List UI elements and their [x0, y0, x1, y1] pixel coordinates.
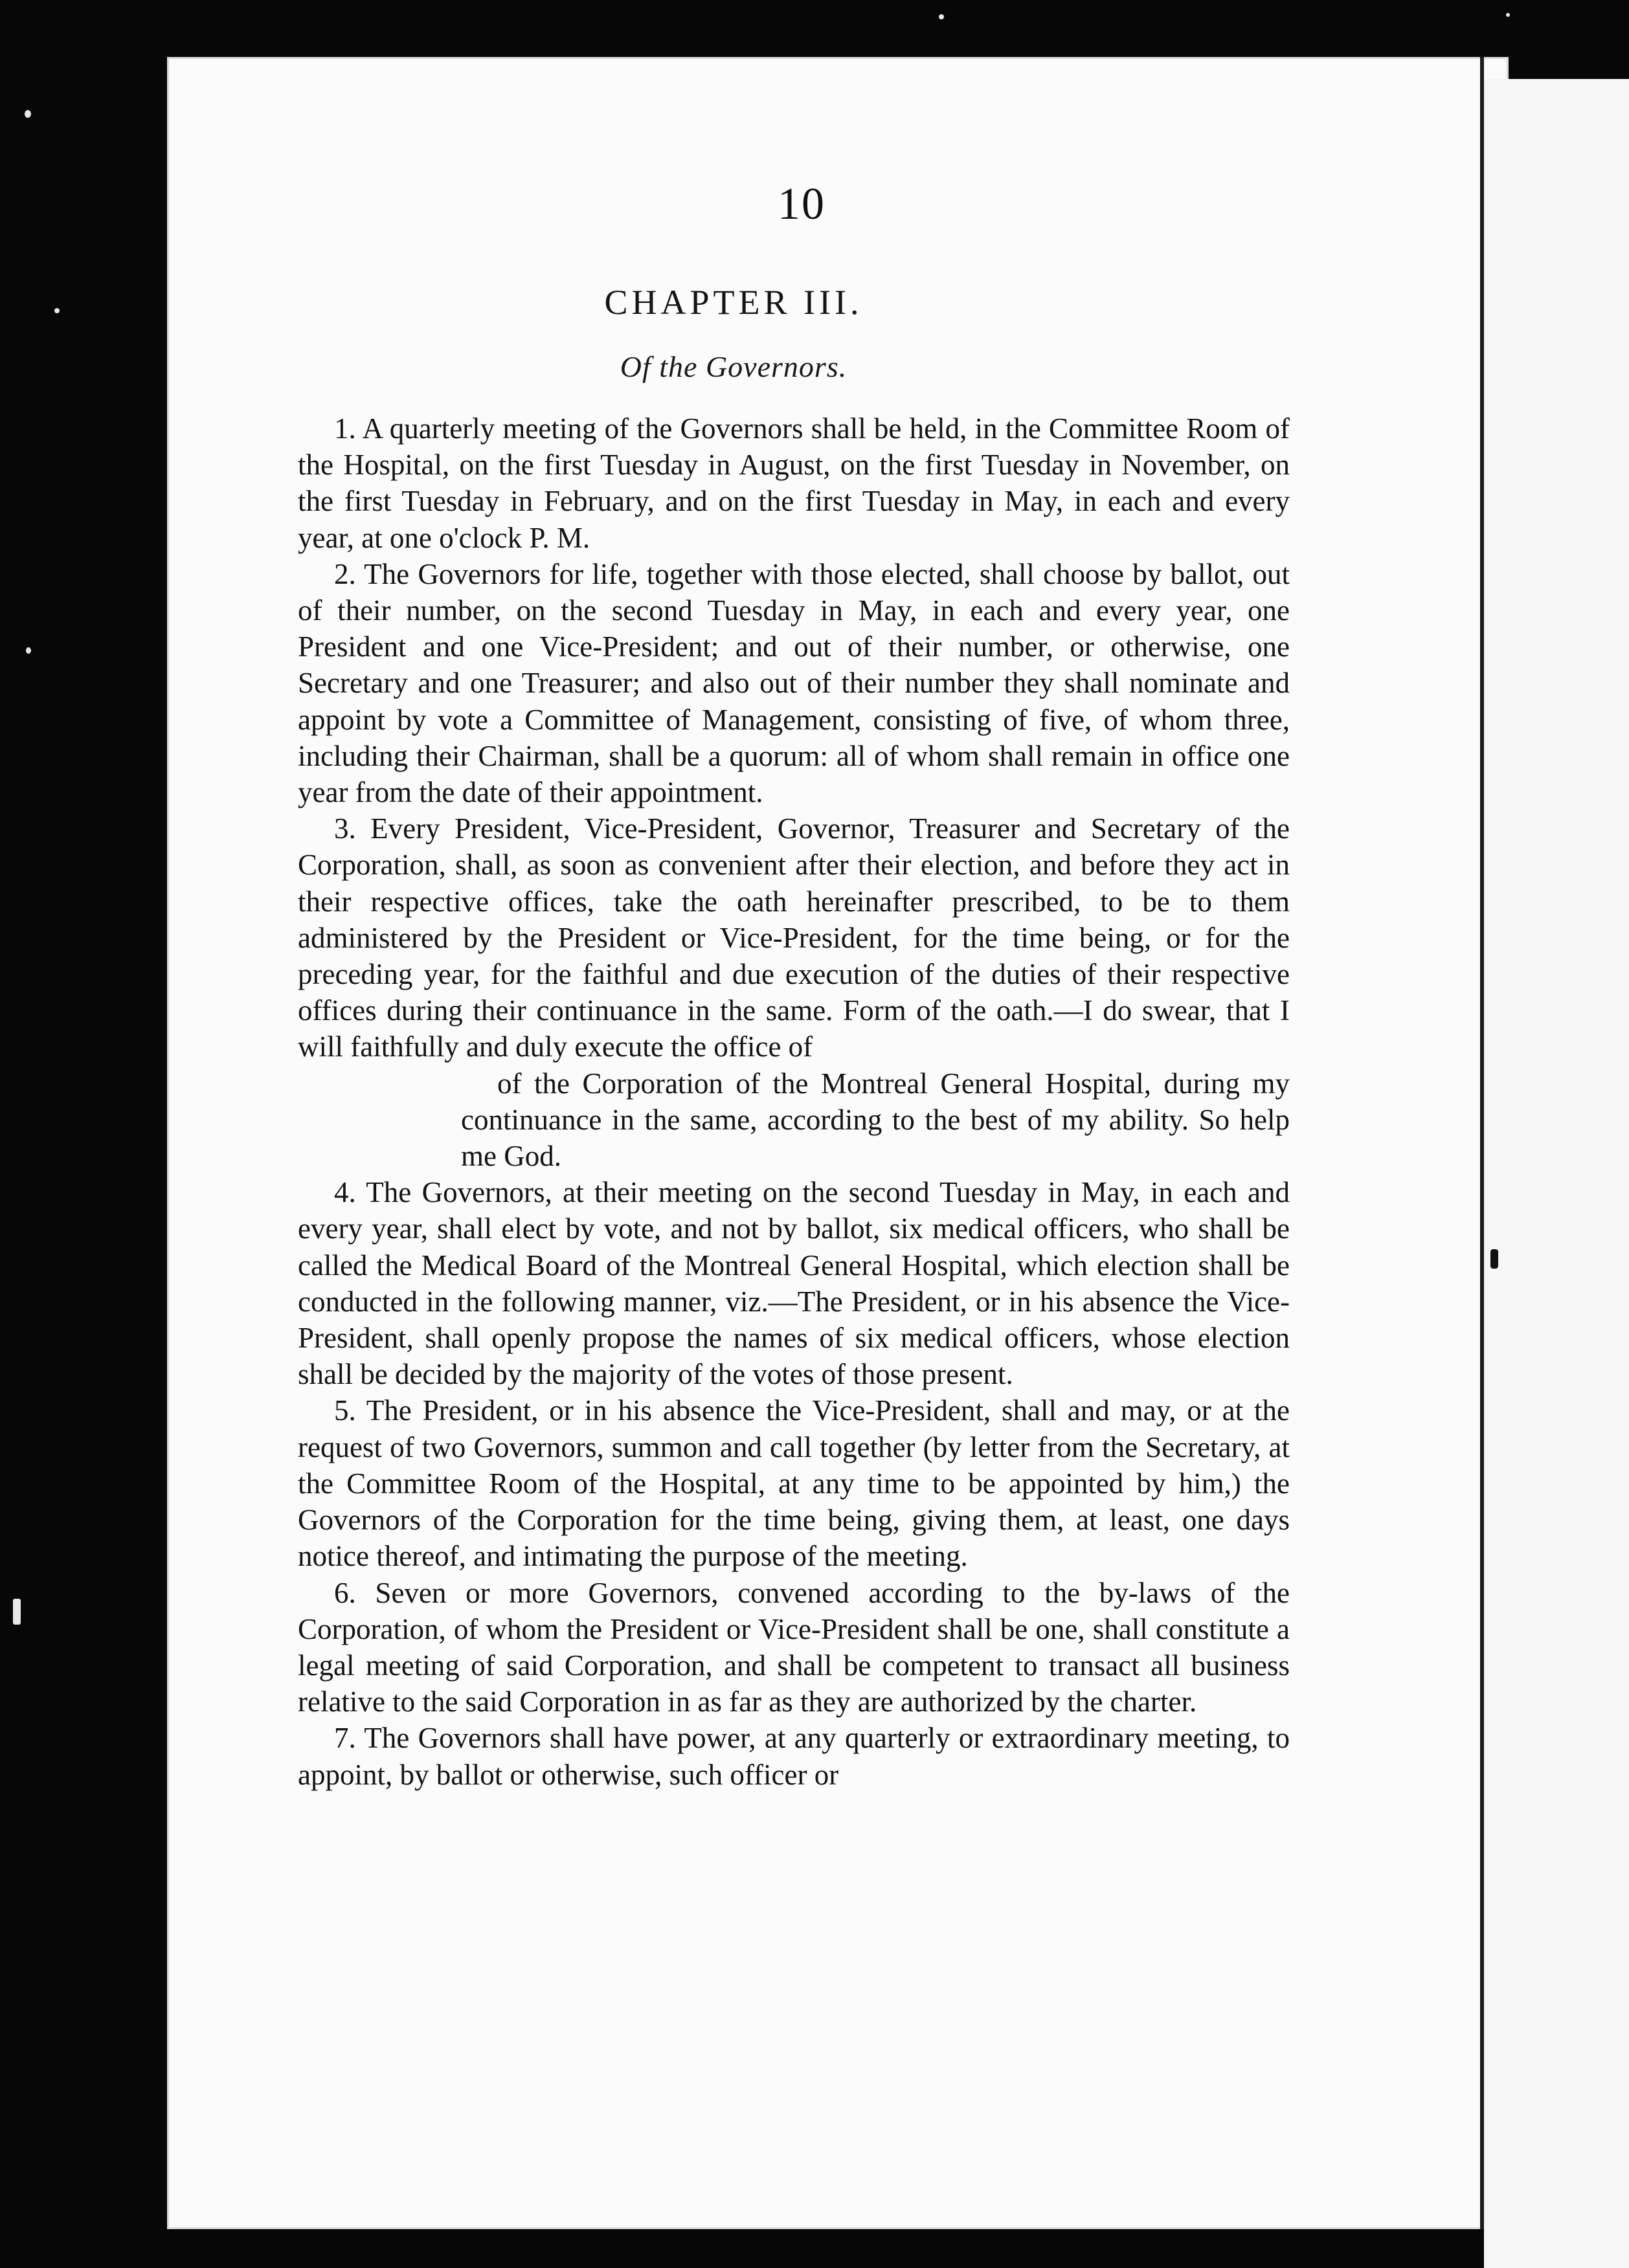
paragraph-5: 5. The President, or in his absence the Vice-President, shall and may, or at the request of two Governors, summon and call together (by letter from the Secretary, at the Committee Room of the Hospital, at any time to be appointed by him,) the Governors of the Corporation for the time being, giving them, at least, one days notice thereof, and intimating the purpose of the meeting. — [298, 1394, 1290, 1573]
paragraph-7: 7. The Governors shall have power, at any quarterly or extraordinary meeting, to appoint, by ballot or otherwise, such officer or — [298, 1722, 1290, 1791]
paragraph-3 — [298, 810, 1290, 1174]
paragraph-6: 6. Seven or more Governors, convened according to the by-laws of the Corporation, of whom the President or Vice-President shall be one, shall constitute a legal meeting of said Corporation, and shall be competent to transact all business relative to the said Corporation in as far as they are authorized by the charter. — [298, 1576, 1290, 1718]
page-number: 10 — [778, 179, 826, 229]
scan-speck — [1506, 13, 1510, 17]
scan-speck — [939, 14, 944, 19]
oath-continuation: of the Corporation of the Montreal General Hospital, during my continuance in the same, according to the best of my ability. So help me God. — [461, 1067, 1290, 1173]
scan-speck — [13, 1599, 21, 1625]
paragraph-1: 1. A quarterly meeting of the Governors shall be held, in the Committee Room of the Hospital, on the first Tuesday in August, on the first Tuesday in November, on the first Tuesday in February, and on the first Tuesday in May, in each and every year, at one o'clock P. M. — [298, 412, 1290, 554]
scan-speck — [26, 647, 31, 654]
section-subheading: Of the Governors. — [620, 350, 848, 383]
body-text — [298, 410, 1290, 1793]
paragraph-4: 4. The Governors, at their meeting on the second Tuesday in May, in each and every year, shall elect by vote, and not by ballot, six medical officers, who shall be called the Medical Board of the Montreal General Hospital, which election shall be conducted in the following manner, viz.—The President, or in his absence the Vice-President, shall openly propose the names of six medical officers, whose election shall be decided by the majority of the votes of those present. — [298, 1176, 1290, 1391]
scan-speck — [25, 110, 31, 118]
scan-speck — [54, 308, 60, 313]
adjacent-page-edge — [1484, 79, 1629, 2268]
edge-ink-mark — [1490, 1249, 1498, 1269]
chapter-heading: CHAPTER III. — [604, 283, 863, 322]
paragraph-3-text: 3. Every President, Vice-President, Governor, Treasurer and Secretary of the Corporation, shall, as soon as convenient after their election, and before they act in their respective offices, take the oath hereinafter prescribed, to be to them administered by the President or Vice-President, for the time being, or for the preceding year, for the faithful and due execution of the duties of their respective offices during their continuance in the same. Form of the oath.—I do swear, that I will faithfully and duly execute the office of — [298, 812, 1290, 1063]
paragraph-2: 2. The Governors for life, together with those elected, shall choose by ballot, out of their number, on the second Tuesday in May, in each and every year, one President and one Vice-President; and out of their number, or otherwise, one Secretary and one Treasurer; and also out of their number they shall nominate and appoint by vote a Committee of Management, consisting of five, of whom three, including their Chairman, shall be a quorum: all of whom shall remain in office one year from the date of their appointment. — [298, 557, 1290, 809]
